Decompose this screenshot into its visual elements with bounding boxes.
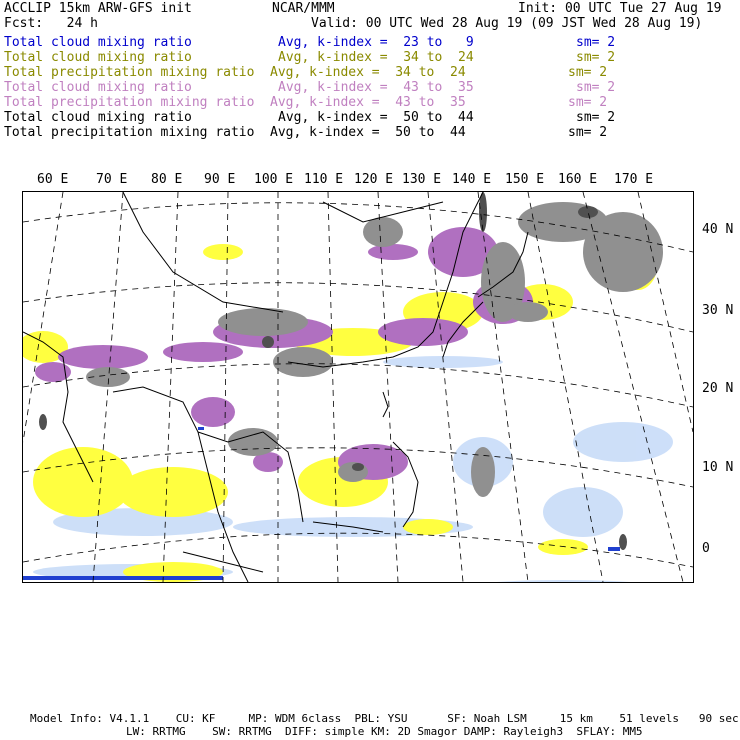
lon-label: 120 E [354, 172, 394, 187]
valid-time: Valid: 00 UTC Wed 28 Aug 19 (09 JST Wed 28 Aug 19) [311, 16, 703, 31]
field-sm: sm= 2 [576, 50, 616, 65]
field-name: Total precipitation mixing ratio [4, 95, 255, 110]
map-panel [22, 191, 694, 583]
lon-label: 170 E [614, 172, 654, 187]
field-sm: sm= 2 [568, 65, 608, 80]
lon-label: 80 E [151, 172, 183, 187]
model-info-line1: Model Info: V4.1.1 CU: KF MP: WDM 6class PBL: YSU SF: Noah LSM 15 km 51 levels 90 sec [30, 712, 739, 725]
field-name: Total cloud mixing ratio [4, 50, 192, 65]
lat-label: 10 N [702, 460, 734, 475]
lon-label: 130 E [402, 172, 442, 187]
lon-label: 160 E [558, 172, 598, 187]
lon-label: 150 E [505, 172, 545, 187]
field-avg: Avg, k-index = 50 to 44 [270, 125, 466, 140]
field-avg: Avg, k-index = 43 to 35 [278, 80, 474, 95]
field-avg: Avg, k-index = 34 to 24 [278, 50, 474, 65]
lon-label: 140 E [452, 172, 492, 187]
model-info-line2: LW: RRTMG SW: RRTMG DIFF: simple KM: 2D Smagor DAMP: Rayleigh3 SFLAY: MM5 [126, 725, 643, 738]
field-name: Total cloud mixing ratio [4, 35, 192, 50]
lon-label: 110 E [304, 172, 344, 187]
forecast-hour: Fcst: 24 h [4, 16, 98, 31]
model-title: ACCLIP 15km ARW-GFS init [4, 1, 192, 16]
field-name: Total cloud mixing ratio [4, 110, 192, 125]
map-canvas [23, 192, 693, 582]
field-sm: sm= 2 [576, 35, 616, 50]
init-time: Init: 00 UTC Tue 27 Aug 19 [518, 1, 722, 16]
field-sm: sm= 2 [568, 95, 608, 110]
field-avg: Avg, k-index = 50 to 44 [278, 110, 474, 125]
field-sm: sm= 2 [576, 110, 616, 125]
field-name: Total precipitation mixing ratio [4, 65, 255, 80]
field-avg: Avg, k-index = 23 to 9 [278, 35, 474, 50]
field-sm: sm= 2 [576, 80, 616, 95]
lon-label: 100 E [254, 172, 294, 187]
field-avg: Avg, k-index = 43 to 35 [270, 95, 466, 110]
lon-label: 90 E [204, 172, 236, 187]
field-sm: sm= 2 [568, 125, 608, 140]
field-name: Total precipitation mixing ratio [4, 125, 255, 140]
org-label: NCAR/MMM [272, 1, 335, 16]
field-name: Total cloud mixing ratio [4, 80, 192, 95]
field-avg: Avg, k-index = 34 to 24 [270, 65, 466, 80]
lat-label: 30 N [702, 303, 734, 318]
lat-label: 0 [702, 541, 710, 556]
lat-label: 40 N [702, 222, 734, 237]
lat-label: 20 N [702, 381, 734, 396]
lon-label: 60 E [37, 172, 69, 187]
lon-label: 70 E [96, 172, 128, 187]
